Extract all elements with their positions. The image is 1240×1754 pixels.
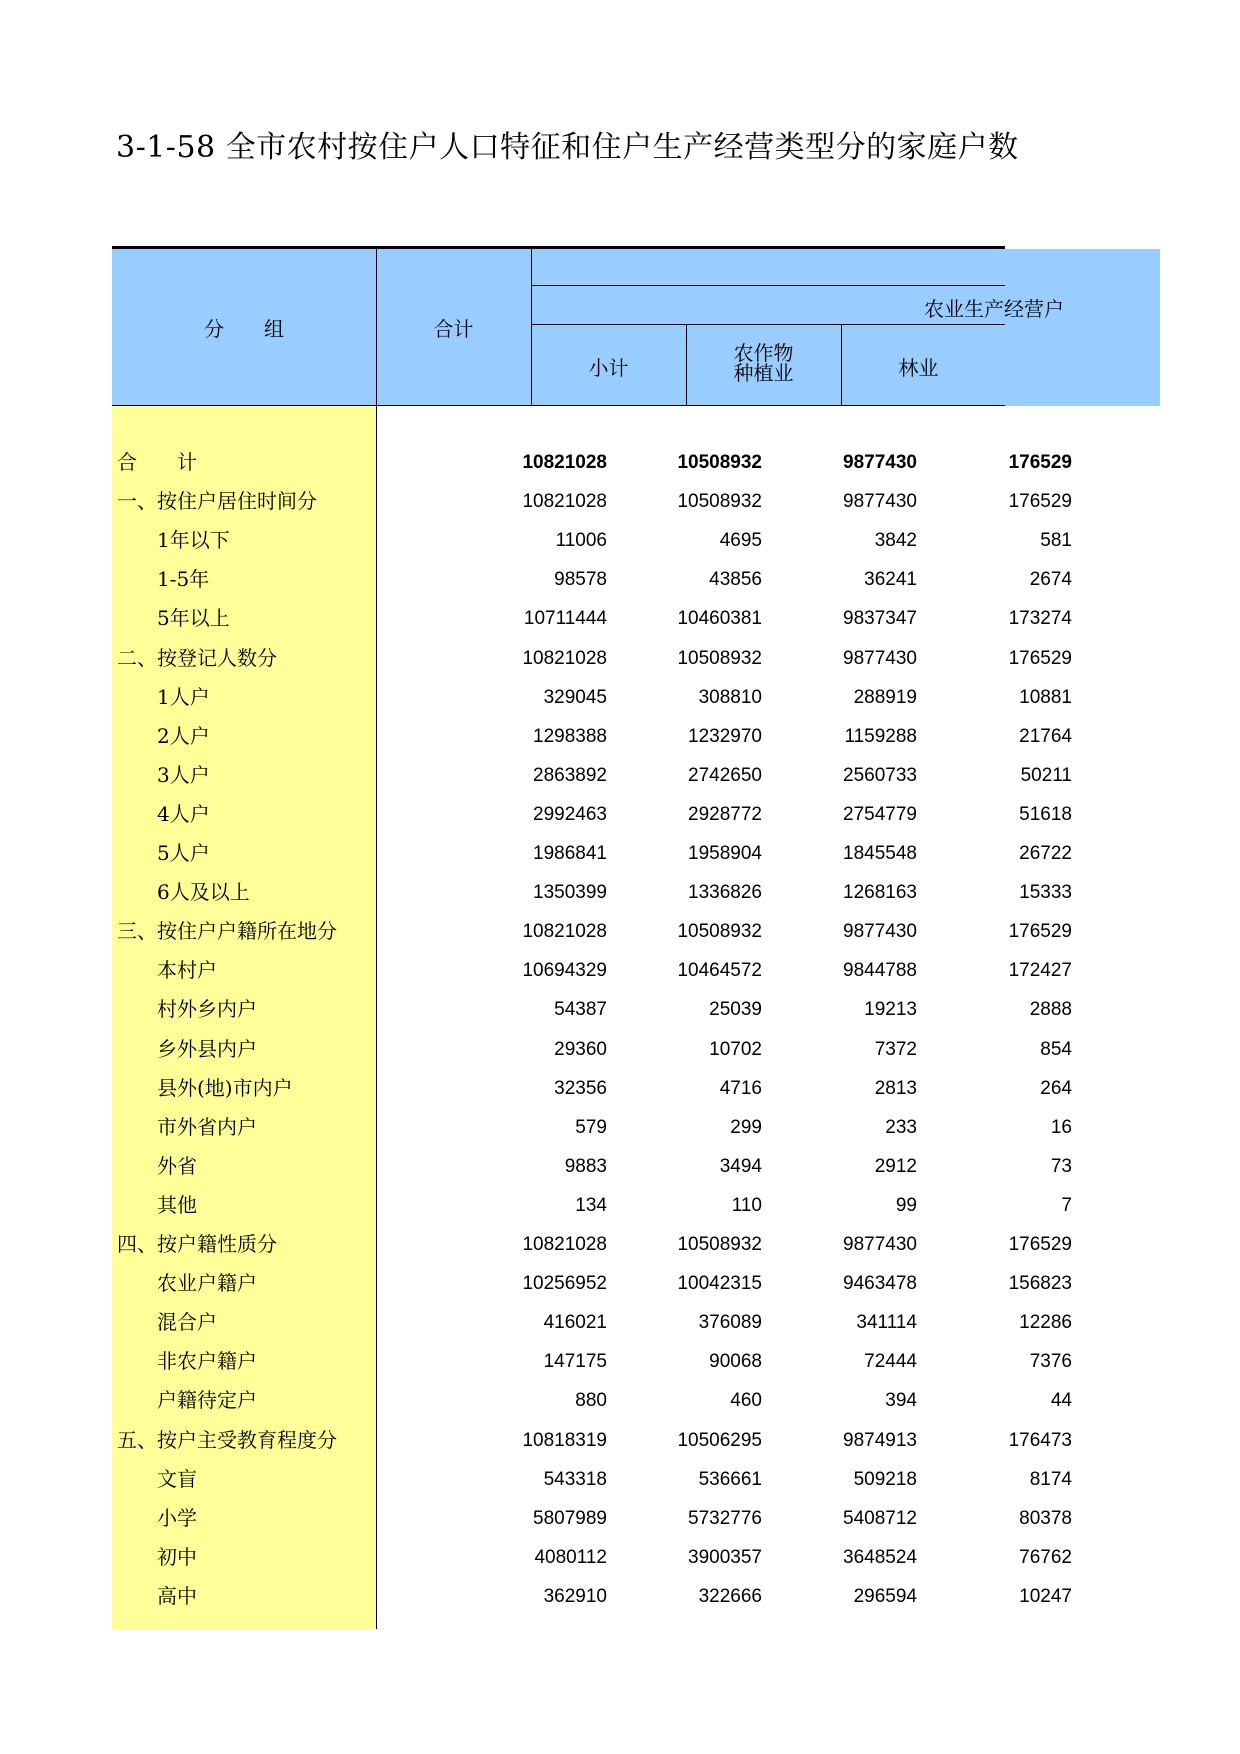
cell-total: 10821028 — [522, 921, 607, 942]
cell-total: 1986841 — [533, 843, 607, 864]
table-row — [112, 1030, 1072, 1069]
cell-forestry: 176529 — [1008, 921, 1072, 942]
divider-total-agri — [531, 249, 532, 406]
cell-crop: 19213 — [864, 999, 917, 1020]
row-label: 2人户 — [157, 724, 210, 748]
cell-total: 10818319 — [522, 1430, 607, 1451]
cell-crop: 9877430 — [843, 921, 917, 942]
row-label: 1人户 — [157, 685, 210, 709]
cell-forestry: 176529 — [1008, 452, 1072, 473]
cell-forestry: 172427 — [1008, 960, 1072, 981]
page-title: 3-1-58 全市农村按住户人口特征和住户生产经营类型分的家庭户数 — [116, 130, 1019, 165]
header-forestry: 林业 — [898, 356, 939, 380]
cell-total: 134 — [575, 1195, 607, 1216]
cell-total: 10821028 — [522, 452, 607, 473]
cell-subtotal: 5732776 — [688, 1508, 762, 1529]
cell-crop: 2560733 — [843, 765, 917, 786]
header-bottom-rule — [112, 405, 1005, 406]
table-row — [112, 521, 1072, 560]
row-label: 1年以下 — [157, 528, 230, 552]
cell-crop: 9837347 — [843, 608, 917, 629]
table-row — [112, 1577, 1072, 1616]
cell-crop: 1845548 — [843, 843, 917, 864]
cell-total: 9883 — [564, 1156, 607, 1177]
cell-crop: 9874913 — [843, 1430, 917, 1451]
table-row — [112, 678, 1072, 717]
cell-forestry: 2888 — [1029, 999, 1072, 1020]
cell-total: 10821028 — [522, 1234, 607, 1255]
cell-total: 543318 — [543, 1469, 607, 1490]
cell-total: 329045 — [543, 687, 607, 708]
table-row — [112, 1342, 1072, 1381]
cell-total: 32356 — [554, 1078, 607, 1099]
table-row — [112, 1303, 1072, 1342]
cell-crop: 296594 — [853, 1586, 917, 1607]
cell-total: 416021 — [543, 1312, 607, 1333]
cell-crop: 2813 — [874, 1078, 917, 1099]
cell-subtotal: 1958904 — [688, 843, 762, 864]
cell-subtotal: 299 — [730, 1117, 762, 1138]
cell-subtotal: 308810 — [698, 687, 762, 708]
header-total: 合计 — [433, 317, 474, 341]
cell-total: 2863892 — [533, 765, 607, 786]
cell-crop: 1268163 — [843, 882, 917, 903]
cell-forestry: 15333 — [1019, 882, 1072, 903]
row-label: 四、按户籍性质分 — [117, 1232, 277, 1256]
row-label: 农业户籍户 — [157, 1271, 257, 1295]
row-label: 小学 — [157, 1506, 197, 1530]
row-label: 6人及以上 — [157, 880, 250, 904]
cell-subtotal: 460 — [730, 1390, 762, 1411]
row-label: 初中 — [157, 1545, 197, 1569]
cell-subtotal: 3494 — [719, 1156, 762, 1177]
cell-forestry: 176529 — [1008, 1234, 1072, 1255]
row-label: 三、按住户户籍所在地分 — [117, 919, 337, 943]
top-rule — [112, 246, 1005, 249]
table-row — [112, 639, 1072, 678]
row-label: 5人户 — [157, 841, 210, 865]
row-label: 1-5年 — [157, 567, 210, 591]
table-row — [112, 599, 1072, 638]
table-row — [112, 834, 1072, 873]
cell-forestry: 176529 — [1008, 648, 1072, 669]
table-row — [112, 443, 1072, 482]
table-row — [112, 756, 1072, 795]
cell-forestry: 76762 — [1019, 1547, 1072, 1568]
cell-total: 579 — [575, 1117, 607, 1138]
cell-crop: 2912 — [874, 1156, 917, 1177]
cell-crop: 9844788 — [843, 960, 917, 981]
cell-crop: 9463478 — [843, 1273, 917, 1294]
table-row — [112, 1108, 1072, 1147]
table-row — [112, 1186, 1072, 1225]
row-label: 4人户 — [157, 802, 210, 826]
cell-forestry: 44 — [1050, 1390, 1072, 1411]
cell-crop: 5408712 — [843, 1508, 917, 1529]
table-row — [112, 482, 1072, 521]
cell-forestry: 7376 — [1029, 1351, 1072, 1372]
cell-forestry: 156823 — [1008, 1273, 1072, 1294]
cell-subtotal: 376089 — [698, 1312, 762, 1333]
table-row — [112, 951, 1072, 990]
cell-subtotal: 322666 — [698, 1586, 762, 1607]
cell-subtotal: 10508932 — [677, 648, 762, 669]
row-label: 其他 — [157, 1193, 197, 1217]
header-subtotal: 小计 — [588, 356, 629, 380]
row-label: 村外乡内户 — [157, 997, 257, 1021]
row-label: 非农户籍户 — [157, 1349, 257, 1373]
row-label: 市外省内户 — [157, 1115, 257, 1139]
cell-subtotal: 10702 — [709, 1039, 762, 1060]
cell-subtotal: 2928772 — [688, 804, 762, 825]
header-group: 分 组 — [204, 317, 284, 341]
cell-subtotal: 2742650 — [688, 765, 762, 786]
cell-forestry: 12286 — [1019, 1312, 1072, 1333]
row-label: 县外(地)市内户 — [157, 1076, 293, 1100]
cell-subtotal: 10506295 — [677, 1430, 762, 1451]
cell-total: 880 — [575, 1390, 607, 1411]
cell-forestry: 16 — [1050, 1117, 1072, 1138]
cell-crop: 9877430 — [843, 1234, 917, 1255]
cell-crop: 509218 — [853, 1469, 917, 1490]
header-rule-2 — [531, 324, 1005, 325]
cell-crop: 3648524 — [843, 1547, 917, 1568]
cell-crop: 9877430 — [843, 648, 917, 669]
table-row — [112, 873, 1072, 912]
cell-crop: 288919 — [853, 687, 917, 708]
cell-total: 362910 — [543, 1586, 607, 1607]
cell-forestry: 581 — [1040, 530, 1072, 551]
table-row — [112, 1499, 1072, 1538]
cell-subtotal: 10464572 — [677, 960, 762, 981]
cell-subtotal: 3900357 — [688, 1547, 762, 1568]
table-row — [112, 1538, 1072, 1577]
cell-crop: 2754779 — [843, 804, 917, 825]
table-row — [112, 990, 1072, 1029]
cell-forestry: 854 — [1040, 1039, 1072, 1060]
cell-forestry: 7 — [1061, 1195, 1072, 1216]
cell-total: 98578 — [554, 569, 607, 590]
cell-total: 11006 — [555, 530, 607, 551]
cell-subtotal: 4716 — [719, 1078, 762, 1099]
cell-total: 5807989 — [533, 1508, 607, 1529]
cell-total: 2992463 — [533, 804, 607, 825]
cell-total: 10821028 — [522, 491, 607, 512]
table-row — [112, 912, 1072, 951]
table-row — [112, 1421, 1072, 1460]
cell-subtotal: 110 — [731, 1195, 762, 1216]
cell-total: 10694329 — [522, 960, 607, 981]
cell-total: 29360 — [554, 1039, 607, 1060]
cell-crop: 72444 — [864, 1351, 917, 1372]
row-label: 二、按登记人数分 — [117, 646, 277, 670]
cell-crop: 7372 — [874, 1039, 917, 1060]
cell-forestry: 80378 — [1019, 1508, 1072, 1529]
row-label: 5年以上 — [157, 606, 230, 630]
cell-forestry: 50211 — [1020, 765, 1072, 786]
cell-subtotal: 10508932 — [677, 452, 762, 473]
table-row — [112, 717, 1072, 756]
table-row — [112, 1069, 1072, 1108]
cell-total: 147175 — [543, 1351, 607, 1372]
row-label: 混合户 — [157, 1310, 217, 1334]
cell-crop: 1159288 — [844, 726, 917, 747]
header-agri: 农业生产经营户 — [924, 297, 1064, 321]
cell-crop: 99 — [895, 1195, 917, 1216]
cell-subtotal: 4695 — [719, 530, 762, 551]
cell-forestry: 176529 — [1008, 491, 1072, 512]
cell-subtotal: 1232970 — [688, 726, 762, 747]
cell-forestry: 10247 — [1019, 1586, 1072, 1607]
cell-total: 10256952 — [522, 1273, 607, 1294]
table-row — [112, 1381, 1072, 1420]
cell-total: 1298388 — [533, 726, 607, 747]
cell-crop: 394 — [885, 1390, 917, 1411]
row-label: 高中 — [157, 1584, 197, 1608]
cell-subtotal: 10508932 — [677, 921, 762, 942]
row-label: 户籍待定户 — [157, 1388, 257, 1412]
cell-crop: 9877430 — [843, 491, 917, 512]
cell-subtotal: 10460381 — [677, 608, 762, 629]
cell-crop: 233 — [885, 1117, 917, 1138]
row-label: 3人户 — [157, 763, 210, 787]
cell-forestry: 2674 — [1029, 569, 1072, 590]
table-row — [112, 1264, 1072, 1303]
cell-crop: 3842 — [874, 530, 917, 551]
cell-total: 1350399 — [533, 882, 607, 903]
cell-subtotal: 43856 — [709, 569, 762, 590]
cell-total: 4080112 — [534, 1547, 607, 1568]
cell-crop: 36241 — [864, 569, 917, 590]
header-rule-1 — [531, 285, 1005, 286]
cell-total: 10711444 — [523, 608, 607, 629]
cell-forestry: 176473 — [1008, 1430, 1072, 1451]
row-label: 合 计 — [117, 450, 197, 474]
cell-subtotal: 10042315 — [677, 1273, 762, 1294]
table-row — [112, 560, 1072, 599]
row-label: 乡外县内户 — [157, 1037, 257, 1061]
cell-forestry: 51618 — [1019, 804, 1072, 825]
cell-subtotal: 10508932 — [677, 1234, 762, 1255]
header-crop-line1: 农作物 — [733, 341, 794, 365]
cell-subtotal: 10508932 — [677, 491, 762, 512]
cell-total: 54387 — [554, 999, 607, 1020]
cell-subtotal: 90068 — [709, 1351, 762, 1372]
cell-subtotal: 25039 — [709, 999, 762, 1020]
header-crop-line2: 种植业 — [733, 361, 794, 385]
cell-forestry: 21764 — [1019, 726, 1072, 747]
cell-forestry: 10881 — [1019, 687, 1072, 708]
table-row — [112, 1225, 1072, 1264]
row-label: 文盲 — [157, 1467, 197, 1491]
cell-forestry: 26722 — [1019, 843, 1072, 864]
cell-forestry: 8174 — [1029, 1469, 1072, 1490]
cell-forestry: 264 — [1040, 1078, 1072, 1099]
table-row — [112, 1460, 1072, 1499]
table-row — [112, 795, 1072, 834]
cell-forestry: 73 — [1050, 1156, 1072, 1177]
row-label: 本村户 — [157, 958, 217, 982]
row-label: 外省 — [157, 1154, 197, 1178]
row-label: 五、按户主受教育程度分 — [117, 1428, 337, 1452]
cell-total: 10821028 — [522, 648, 607, 669]
row-label: 一、按住户居住时间分 — [117, 489, 317, 513]
cell-subtotal: 1336826 — [688, 882, 762, 903]
cell-forestry: 173274 — [1008, 608, 1072, 629]
table-row — [112, 1147, 1072, 1186]
header-crop — [686, 343, 841, 383]
cell-crop: 9877430 — [843, 452, 917, 473]
cell-subtotal: 536661 — [698, 1469, 762, 1490]
cell-crop: 341114 — [856, 1312, 917, 1333]
